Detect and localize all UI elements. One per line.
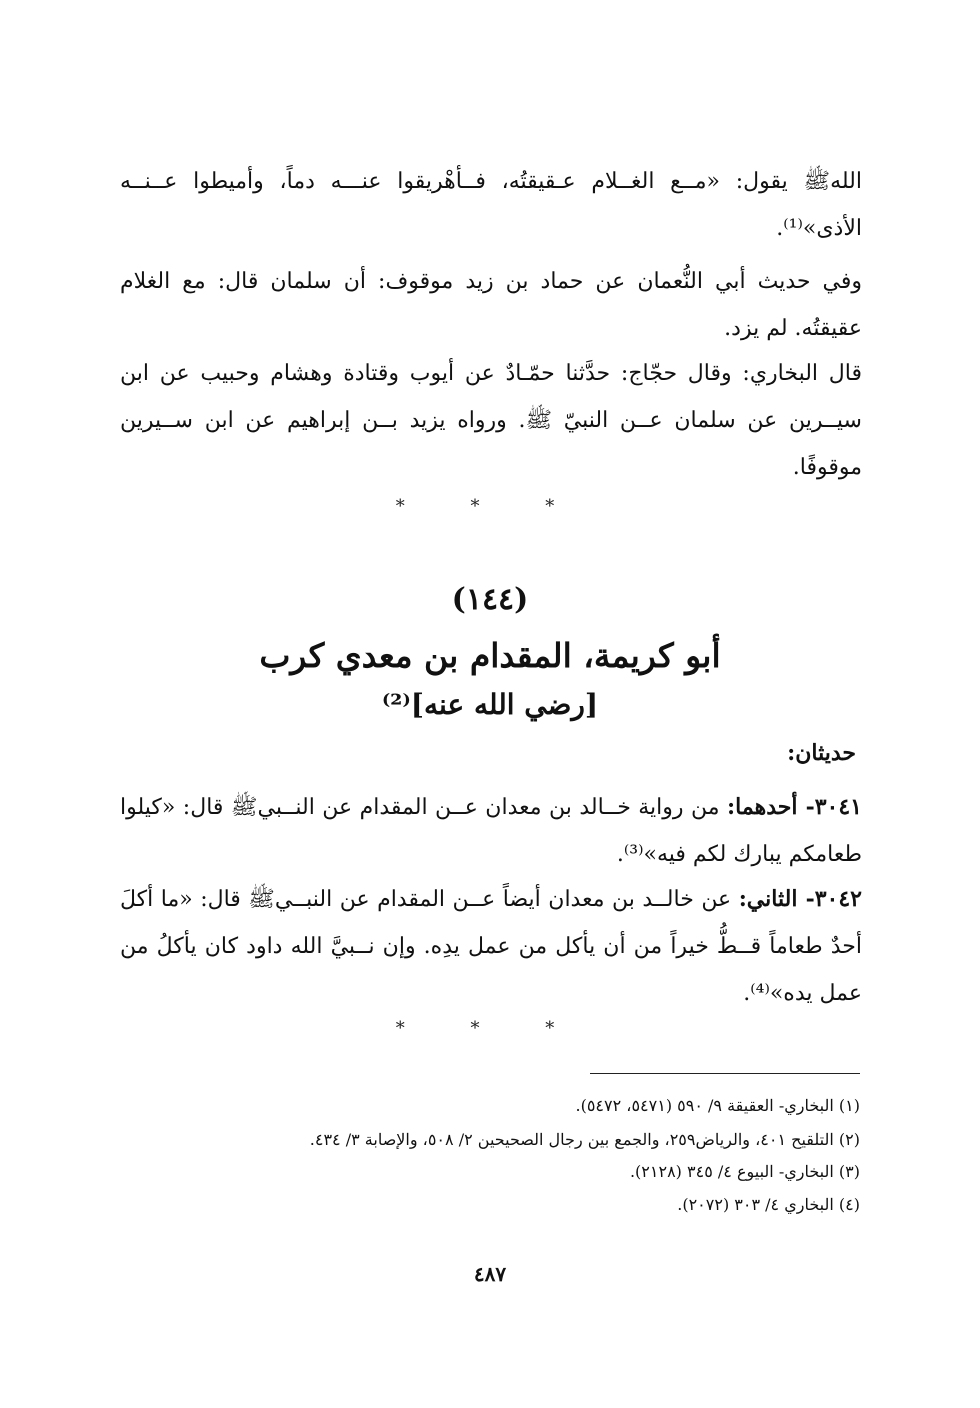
hadith-3041-text: من رواية خــالد بن معدان عــن المقدام عن النــبيﷺ قال: «كيلوا طعامكم يبارك لكم فيه»⁽³⁾. [120,795,862,867]
hadith-3042 [120,876,862,1017]
section-title: أبو كريمة، المقدام بن معدي كرب [259,636,721,675]
footnote-3: (٣) البخاري- البيوع ٤/ ٣٤٥ (٢١٢٨). [629,1162,860,1181]
paragraph-bukhari-note: قال البخاري: وقال حجّاج: حدَّثنا حمّـادٌ عن أيوب وقتادة وهشام وحبيب عن ابن سيــرين عن سلمان عــن النبيّ ﷺ. ورواه يزيد بــن إبراهيم عن ابن ســيرين موقوفًا. [120,361,862,480]
section-number: (١٤٤) [451,582,529,617]
footnote-2: (٢) التلقيح ٤٠١، والرياض٢٥٩، والجمع بين رجال الصحيحين ٢/ ٥٠٨، والإصابة ٣/ ٤٣٤. [309,1130,860,1149]
footnote-4: (٤) البخاري ٤/ ٣٠٣ (٢٠٧٢). [677,1195,860,1214]
hadith-count-heading: حديثان: [787,740,856,766]
section-subtitle: [رضي الله عنه]⁽²⁾ [381,688,599,721]
hadith-3042-label: ٣٠٤٢- الثاني: [738,886,862,912]
hadith-3041-label: ٣٠٤١- أحدهما: [727,794,862,820]
section-separator-bottom: * * * [395,1018,585,1039]
paragraph-hadith-continuation: اللهﷺ يقول: «مــع الغــلام عـقيقتُه، فــأهْريقوا عنـــه دماً، وأميطوا عــنــه الأذى»⁽¹⁾. [120,169,862,241]
page-number: ٤٨٧ [473,1262,507,1286]
section-separator-top: * * * [395,496,585,517]
hadith-3041 [120,784,862,878]
paragraph-numan-report: وفي حديث أبي النُّعمان عن حماد بن زيد موقوف: أن سلمان قال: مع الغلام عقيقتُه. لم يزد. [120,269,862,341]
footnote-divider [590,1073,860,1074]
footnote-1: (١) البخاري- العقيقة ٩/ ٥٩٠ (٥٤٧١، ٥٤٧٢). [575,1096,860,1115]
hadith-3042-text: عن خالــد بن معدان أيضاً عــن المقدام عن النبــيﷺ قال: «ما أكلَ أحدٌ طعاماً قــطُّ خيراً من أن يأكل من عمل يدِه. وإن نــبيَّ الله داود كان يأكلُ من عمل يده»⁽⁴⁾. [120,887,862,1006]
